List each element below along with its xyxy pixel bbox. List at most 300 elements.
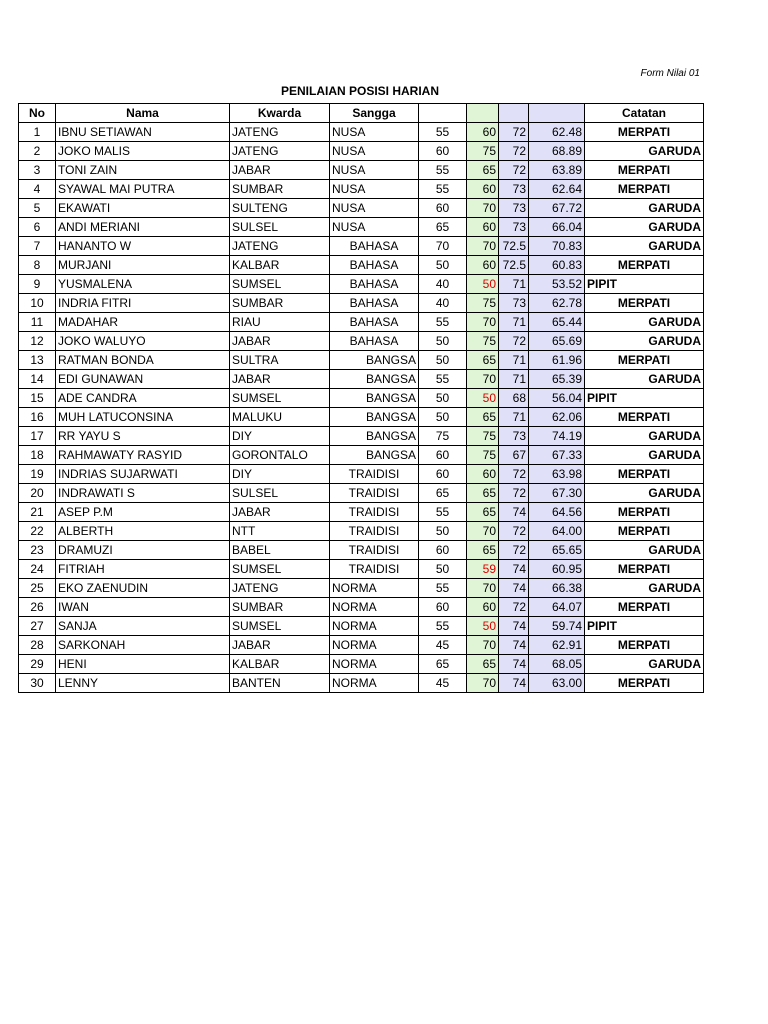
cell-nama: SYAWAL MAI PUTRA (56, 180, 230, 199)
cell-score-3: 72 (499, 161, 529, 180)
cell-score-2: 50 (467, 617, 499, 636)
cell-no: 6 (19, 218, 56, 237)
cell-score-1: 55 (419, 123, 467, 142)
header-blank-4 (529, 104, 585, 123)
cell-catatan: MERPATI (585, 123, 704, 142)
cell-score-3: 72 (499, 541, 529, 560)
cell-sangga: TRAIDISI (330, 465, 419, 484)
cell-sangga: NORMA (330, 636, 419, 655)
cell-nama: FITRIAH (56, 560, 230, 579)
cell-score-2: 60 (467, 465, 499, 484)
cell-average: 66.38 (529, 579, 585, 598)
table-row (19, 598, 704, 617)
cell-sangga: BANGSA (330, 427, 419, 446)
table-row (19, 560, 704, 579)
cell-score-2: 70 (467, 674, 499, 693)
cell-score-1: 40 (419, 275, 467, 294)
cell-average: 64.07 (529, 598, 585, 617)
cell-score-1: 60 (419, 446, 467, 465)
cell-average: 67.33 (529, 446, 585, 465)
cell-average: 68.05 (529, 655, 585, 674)
cell-nama: LENNY (56, 674, 230, 693)
table-row (19, 522, 704, 541)
table-row (19, 427, 704, 446)
cell-average: 56.04 (529, 389, 585, 408)
cell-score-2: 65 (467, 503, 499, 522)
cell-score-2: 60 (467, 180, 499, 199)
cell-score-3: 71 (499, 351, 529, 370)
cell-no: 15 (19, 389, 56, 408)
cell-nama: IWAN (56, 598, 230, 617)
cell-average: 65.39 (529, 370, 585, 389)
cell-no: 29 (19, 655, 56, 674)
cell-no: 5 (19, 199, 56, 218)
cell-kwarda: SULTRA (230, 351, 330, 370)
cell-kwarda: JATENG (230, 579, 330, 598)
cell-average: 66.04 (529, 218, 585, 237)
cell-score-2: 65 (467, 351, 499, 370)
cell-score-2: 75 (467, 294, 499, 313)
cell-kwarda: KALBAR (230, 655, 330, 674)
cell-kwarda: KALBAR (230, 256, 330, 275)
cell-nama: TONI ZAIN (56, 161, 230, 180)
cell-score-3: 74 (499, 636, 529, 655)
cell-catatan: GARUDA (585, 199, 704, 218)
cell-score-3: 68 (499, 389, 529, 408)
cell-nama: MURJANI (56, 256, 230, 275)
cell-catatan: MERPATI (585, 636, 704, 655)
cell-catatan: GARUDA (585, 142, 704, 161)
cell-nama: INDRIA FITRI (56, 294, 230, 313)
cell-score-2: 65 (467, 408, 499, 427)
cell-score-3: 71 (499, 313, 529, 332)
cell-sangga: BANGSA (330, 370, 419, 389)
cell-nama: EDI GUNAWAN (56, 370, 230, 389)
cell-sangga: NUSA (330, 199, 419, 218)
cell-catatan: GARUDA (585, 427, 704, 446)
cell-score-1: 50 (419, 389, 467, 408)
header-kwarda: Kwarda (230, 104, 330, 123)
cell-average: 60.83 (529, 256, 585, 275)
cell-kwarda: JABAR (230, 503, 330, 522)
cell-nama: MADAHAR (56, 313, 230, 332)
table-row (19, 161, 704, 180)
cell-score-2: 65 (467, 161, 499, 180)
table-row (19, 655, 704, 674)
cell-average: 63.89 (529, 161, 585, 180)
cell-sangga: NUSA (330, 180, 419, 199)
cell-score-2: 70 (467, 199, 499, 218)
cell-score-3: 71 (499, 408, 529, 427)
cell-no: 30 (19, 674, 56, 693)
cell-score-3: 74 (499, 655, 529, 674)
cell-score-2: 65 (467, 655, 499, 674)
cell-average: 64.56 (529, 503, 585, 522)
cell-kwarda: SUMBAR (230, 598, 330, 617)
cell-nama: HENI (56, 655, 230, 674)
cell-no: 17 (19, 427, 56, 446)
cell-average: 59.74 (529, 617, 585, 636)
cell-kwarda: BABEL (230, 541, 330, 560)
cell-score-1: 45 (419, 674, 467, 693)
cell-kwarda: DIY (230, 427, 330, 446)
header-sangga: Sangga (330, 104, 419, 123)
cell-score-3: 74 (499, 617, 529, 636)
cell-average: 68.89 (529, 142, 585, 161)
cell-kwarda: SUMSEL (230, 275, 330, 294)
cell-catatan: MERPATI (585, 522, 704, 541)
table-row (19, 617, 704, 636)
cell-no: 3 (19, 161, 56, 180)
cell-score-3: 73 (499, 180, 529, 199)
cell-score-1: 65 (419, 655, 467, 674)
scores-table (18, 103, 704, 693)
cell-no: 12 (19, 332, 56, 351)
cell-nama: JOKO MALIS (56, 142, 230, 161)
cell-no: 28 (19, 636, 56, 655)
cell-score-3: 73 (499, 218, 529, 237)
cell-catatan: GARUDA (585, 484, 704, 503)
cell-sangga: BAHASA (330, 313, 419, 332)
cell-kwarda: SUMSEL (230, 560, 330, 579)
cell-nama: YUSMALENA (56, 275, 230, 294)
cell-score-2: 75 (467, 446, 499, 465)
cell-score-3: 73 (499, 294, 529, 313)
cell-sangga: NUSA (330, 123, 419, 142)
table-row (19, 465, 704, 484)
cell-catatan: MERPATI (585, 161, 704, 180)
cell-score-2: 65 (467, 541, 499, 560)
cell-average: 65.65 (529, 541, 585, 560)
cell-catatan: MERPATI (585, 294, 704, 313)
cell-average: 70.83 (529, 237, 585, 256)
cell-catatan: GARUDA (585, 579, 704, 598)
cell-sangga: BANGSA (330, 446, 419, 465)
table-row (19, 313, 704, 332)
cell-score-2: 60 (467, 598, 499, 617)
cell-sangga: BANGSA (330, 408, 419, 427)
cell-score-3: 73 (499, 427, 529, 446)
cell-sangga: BAHASA (330, 256, 419, 275)
table-row (19, 142, 704, 161)
cell-no: 16 (19, 408, 56, 427)
cell-no: 2 (19, 142, 56, 161)
cell-score-1: 50 (419, 408, 467, 427)
cell-no: 11 (19, 313, 56, 332)
table-row (19, 180, 704, 199)
cell-score-1: 50 (419, 332, 467, 351)
cell-kwarda: JATENG (230, 142, 330, 161)
cell-score-2: 50 (467, 275, 499, 294)
cell-score-2: 60 (467, 123, 499, 142)
cell-score-2: 70 (467, 313, 499, 332)
table-row (19, 503, 704, 522)
cell-kwarda: JATENG (230, 123, 330, 142)
cell-score-3: 72 (499, 522, 529, 541)
cell-average: 64.00 (529, 522, 585, 541)
cell-nama: DRAMUZI (56, 541, 230, 560)
cell-no: 10 (19, 294, 56, 313)
cell-score-1: 50 (419, 256, 467, 275)
table-row (19, 636, 704, 655)
cell-score-1: 55 (419, 370, 467, 389)
cell-nama: IBNU SETIAWAN (56, 123, 230, 142)
cell-nama: INDRIAS SUJARWATI (56, 465, 230, 484)
cell-kwarda: SULTENG (230, 199, 330, 218)
cell-nama: ANDI MERIANI (56, 218, 230, 237)
cell-score-1: 60 (419, 598, 467, 617)
cell-catatan: MERPATI (585, 351, 704, 370)
cell-average: 63.00 (529, 674, 585, 693)
form-label: Form Nilai 01 (640, 68, 700, 79)
cell-score-1: 45 (419, 636, 467, 655)
cell-kwarda: GORONTALO (230, 446, 330, 465)
cell-average: 61.96 (529, 351, 585, 370)
cell-score-3: 72 (499, 465, 529, 484)
cell-score-1: 40 (419, 294, 467, 313)
cell-score-1: 50 (419, 351, 467, 370)
cell-catatan: PIPIT (585, 617, 704, 636)
cell-catatan: PIPIT (585, 389, 704, 408)
cell-kwarda: JATENG (230, 237, 330, 256)
cell-score-3: 72 (499, 142, 529, 161)
cell-catatan: MERPATI (585, 180, 704, 199)
cell-score-1: 55 (419, 617, 467, 636)
cell-kwarda: NTT (230, 522, 330, 541)
cell-kwarda: SUMSEL (230, 617, 330, 636)
cell-score-2: 59 (467, 560, 499, 579)
cell-no: 21 (19, 503, 56, 522)
cell-score-2: 75 (467, 427, 499, 446)
cell-nama: HANANTO W (56, 237, 230, 256)
header-blank-1 (419, 104, 467, 123)
cell-catatan: MERPATI (585, 503, 704, 522)
cell-sangga: NORMA (330, 598, 419, 617)
cell-average: 67.30 (529, 484, 585, 503)
cell-score-3: 74 (499, 560, 529, 579)
table-row (19, 256, 704, 275)
cell-kwarda: SULSEL (230, 218, 330, 237)
cell-nama: EKAWATI (56, 199, 230, 218)
cell-kwarda: MALUKU (230, 408, 330, 427)
table-row (19, 446, 704, 465)
table-row (19, 332, 704, 351)
cell-sangga: NORMA (330, 674, 419, 693)
cell-kwarda: SULSEL (230, 484, 330, 503)
cell-nama: RAHMAWATY RASYID (56, 446, 230, 465)
cell-average: 60.95 (529, 560, 585, 579)
cell-nama: RR YAYU S (56, 427, 230, 446)
cell-kwarda: JABAR (230, 332, 330, 351)
cell-no: 23 (19, 541, 56, 560)
cell-score-2: 50 (467, 389, 499, 408)
cell-score-3: 67 (499, 446, 529, 465)
cell-score-1: 70 (419, 237, 467, 256)
cell-sangga: NUSA (330, 161, 419, 180)
cell-score-1: 55 (419, 161, 467, 180)
cell-kwarda: BANTEN (230, 674, 330, 693)
cell-average: 62.91 (529, 636, 585, 655)
cell-nama: ALBERTH (56, 522, 230, 541)
cell-sangga: BAHASA (330, 332, 419, 351)
cell-sangga: TRAIDISI (330, 503, 419, 522)
cell-no: 7 (19, 237, 56, 256)
table-row (19, 218, 704, 237)
cell-score-1: 75 (419, 427, 467, 446)
cell-nama: EKO ZAENUDIN (56, 579, 230, 598)
cell-nama: ADE CANDRA (56, 389, 230, 408)
table-row (19, 579, 704, 598)
cell-catatan: GARUDA (585, 370, 704, 389)
table-row (19, 199, 704, 218)
cell-score-3: 72 (499, 598, 529, 617)
cell-score-3: 72.5 (499, 256, 529, 275)
cell-score-1: 55 (419, 579, 467, 598)
cell-kwarda: JABAR (230, 370, 330, 389)
table-row (19, 389, 704, 408)
cell-average: 65.44 (529, 313, 585, 332)
cell-nama: SARKONAH (56, 636, 230, 655)
header-no: No (19, 104, 56, 123)
cell-catatan: GARUDA (585, 655, 704, 674)
cell-sangga: BAHASA (330, 294, 419, 313)
table-row (19, 123, 704, 142)
cell-no: 19 (19, 465, 56, 484)
cell-average: 62.06 (529, 408, 585, 427)
cell-sangga: TRAIDISI (330, 484, 419, 503)
cell-sangga: BANGSA (330, 389, 419, 408)
cell-score-2: 70 (467, 237, 499, 256)
cell-average: 65.69 (529, 332, 585, 351)
cell-no: 8 (19, 256, 56, 275)
header-nama: Nama (56, 104, 230, 123)
table-row (19, 351, 704, 370)
cell-score-3: 72.5 (499, 237, 529, 256)
cell-catatan: PIPIT (585, 275, 704, 294)
cell-nama: ASEP P.M (56, 503, 230, 522)
cell-nama: RATMAN BONDA (56, 351, 230, 370)
cell-score-2: 60 (467, 218, 499, 237)
cell-catatan: MERPATI (585, 674, 704, 693)
cell-score-1: 55 (419, 180, 467, 199)
cell-no: 24 (19, 560, 56, 579)
table-row (19, 275, 704, 294)
cell-average: 62.64 (529, 180, 585, 199)
cell-score-3: 71 (499, 275, 529, 294)
cell-sangga: BAHASA (330, 275, 419, 294)
cell-score-2: 60 (467, 256, 499, 275)
cell-score-1: 60 (419, 541, 467, 560)
cell-score-2: 75 (467, 142, 499, 161)
cell-sangga: NORMA (330, 617, 419, 636)
cell-catatan: GARUDA (585, 332, 704, 351)
cell-score-3: 72 (499, 123, 529, 142)
cell-no: 26 (19, 598, 56, 617)
cell-score-1: 60 (419, 199, 467, 218)
cell-nama: MUH LATUCONSINA (56, 408, 230, 427)
cell-kwarda: DIY (230, 465, 330, 484)
cell-kwarda: JABAR (230, 636, 330, 655)
cell-sangga: NUSA (330, 142, 419, 161)
cell-sangga: TRAIDISI (330, 560, 419, 579)
cell-score-1: 55 (419, 313, 467, 332)
cell-score-3: 72 (499, 332, 529, 351)
cell-kwarda: SUMBAR (230, 294, 330, 313)
cell-no: 13 (19, 351, 56, 370)
cell-nama: SANJA (56, 617, 230, 636)
table-row (19, 674, 704, 693)
cell-catatan: GARUDA (585, 218, 704, 237)
cell-score-3: 71 (499, 370, 529, 389)
cell-catatan: GARUDA (585, 313, 704, 332)
header-catatan: Catatan (585, 104, 704, 123)
table-row (19, 408, 704, 427)
cell-score-1: 60 (419, 142, 467, 161)
cell-sangga: BANGSA (330, 351, 419, 370)
cell-sangga: NUSA (330, 218, 419, 237)
header-blank-3 (499, 104, 529, 123)
cell-average: 67.72 (529, 199, 585, 218)
cell-score-3: 74 (499, 579, 529, 598)
cell-no: 22 (19, 522, 56, 541)
cell-nama: JOKO WALUYO (56, 332, 230, 351)
cell-score-2: 70 (467, 370, 499, 389)
cell-kwarda: JABAR (230, 161, 330, 180)
cell-average: 62.78 (529, 294, 585, 313)
cell-score-1: 60 (419, 465, 467, 484)
cell-score-1: 50 (419, 522, 467, 541)
cell-catatan: MERPATI (585, 256, 704, 275)
cell-score-3: 72 (499, 484, 529, 503)
header-blank-2 (467, 104, 499, 123)
cell-sangga: TRAIDISI (330, 541, 419, 560)
cell-average: 63.98 (529, 465, 585, 484)
cell-score-3: 74 (499, 503, 529, 522)
cell-score-1: 65 (419, 218, 467, 237)
cell-no: 20 (19, 484, 56, 503)
cell-average: 74.19 (529, 427, 585, 446)
cell-catatan: GARUDA (585, 541, 704, 560)
cell-score-3: 74 (499, 674, 529, 693)
cell-average: 53.52 (529, 275, 585, 294)
page-title: PENILAIAN POSISI HARIAN (280, 84, 439, 98)
cell-kwarda: SUMBAR (230, 180, 330, 199)
cell-sangga: BAHASA (330, 237, 419, 256)
header-row (19, 104, 704, 123)
cell-no: 27 (19, 617, 56, 636)
cell-score-1: 65 (419, 484, 467, 503)
cell-score-2: 70 (467, 579, 499, 598)
cell-catatan: MERPATI (585, 598, 704, 617)
cell-score-2: 65 (467, 484, 499, 503)
cell-sangga: NORMA (330, 579, 419, 598)
cell-catatan: MERPATI (585, 465, 704, 484)
cell-kwarda: SUMSEL (230, 389, 330, 408)
table-row (19, 541, 704, 560)
cell-no: 14 (19, 370, 56, 389)
cell-sangga: NORMA (330, 655, 419, 674)
cell-score-1: 55 (419, 503, 467, 522)
table-row (19, 484, 704, 503)
cell-catatan: MERPATI (585, 408, 704, 427)
cell-sangga: TRAIDISI (330, 522, 419, 541)
cell-no: 18 (19, 446, 56, 465)
cell-score-3: 73 (499, 199, 529, 218)
cell-score-2: 70 (467, 522, 499, 541)
table-row (19, 237, 704, 256)
cell-catatan: MERPATI (585, 560, 704, 579)
table-row (19, 370, 704, 389)
